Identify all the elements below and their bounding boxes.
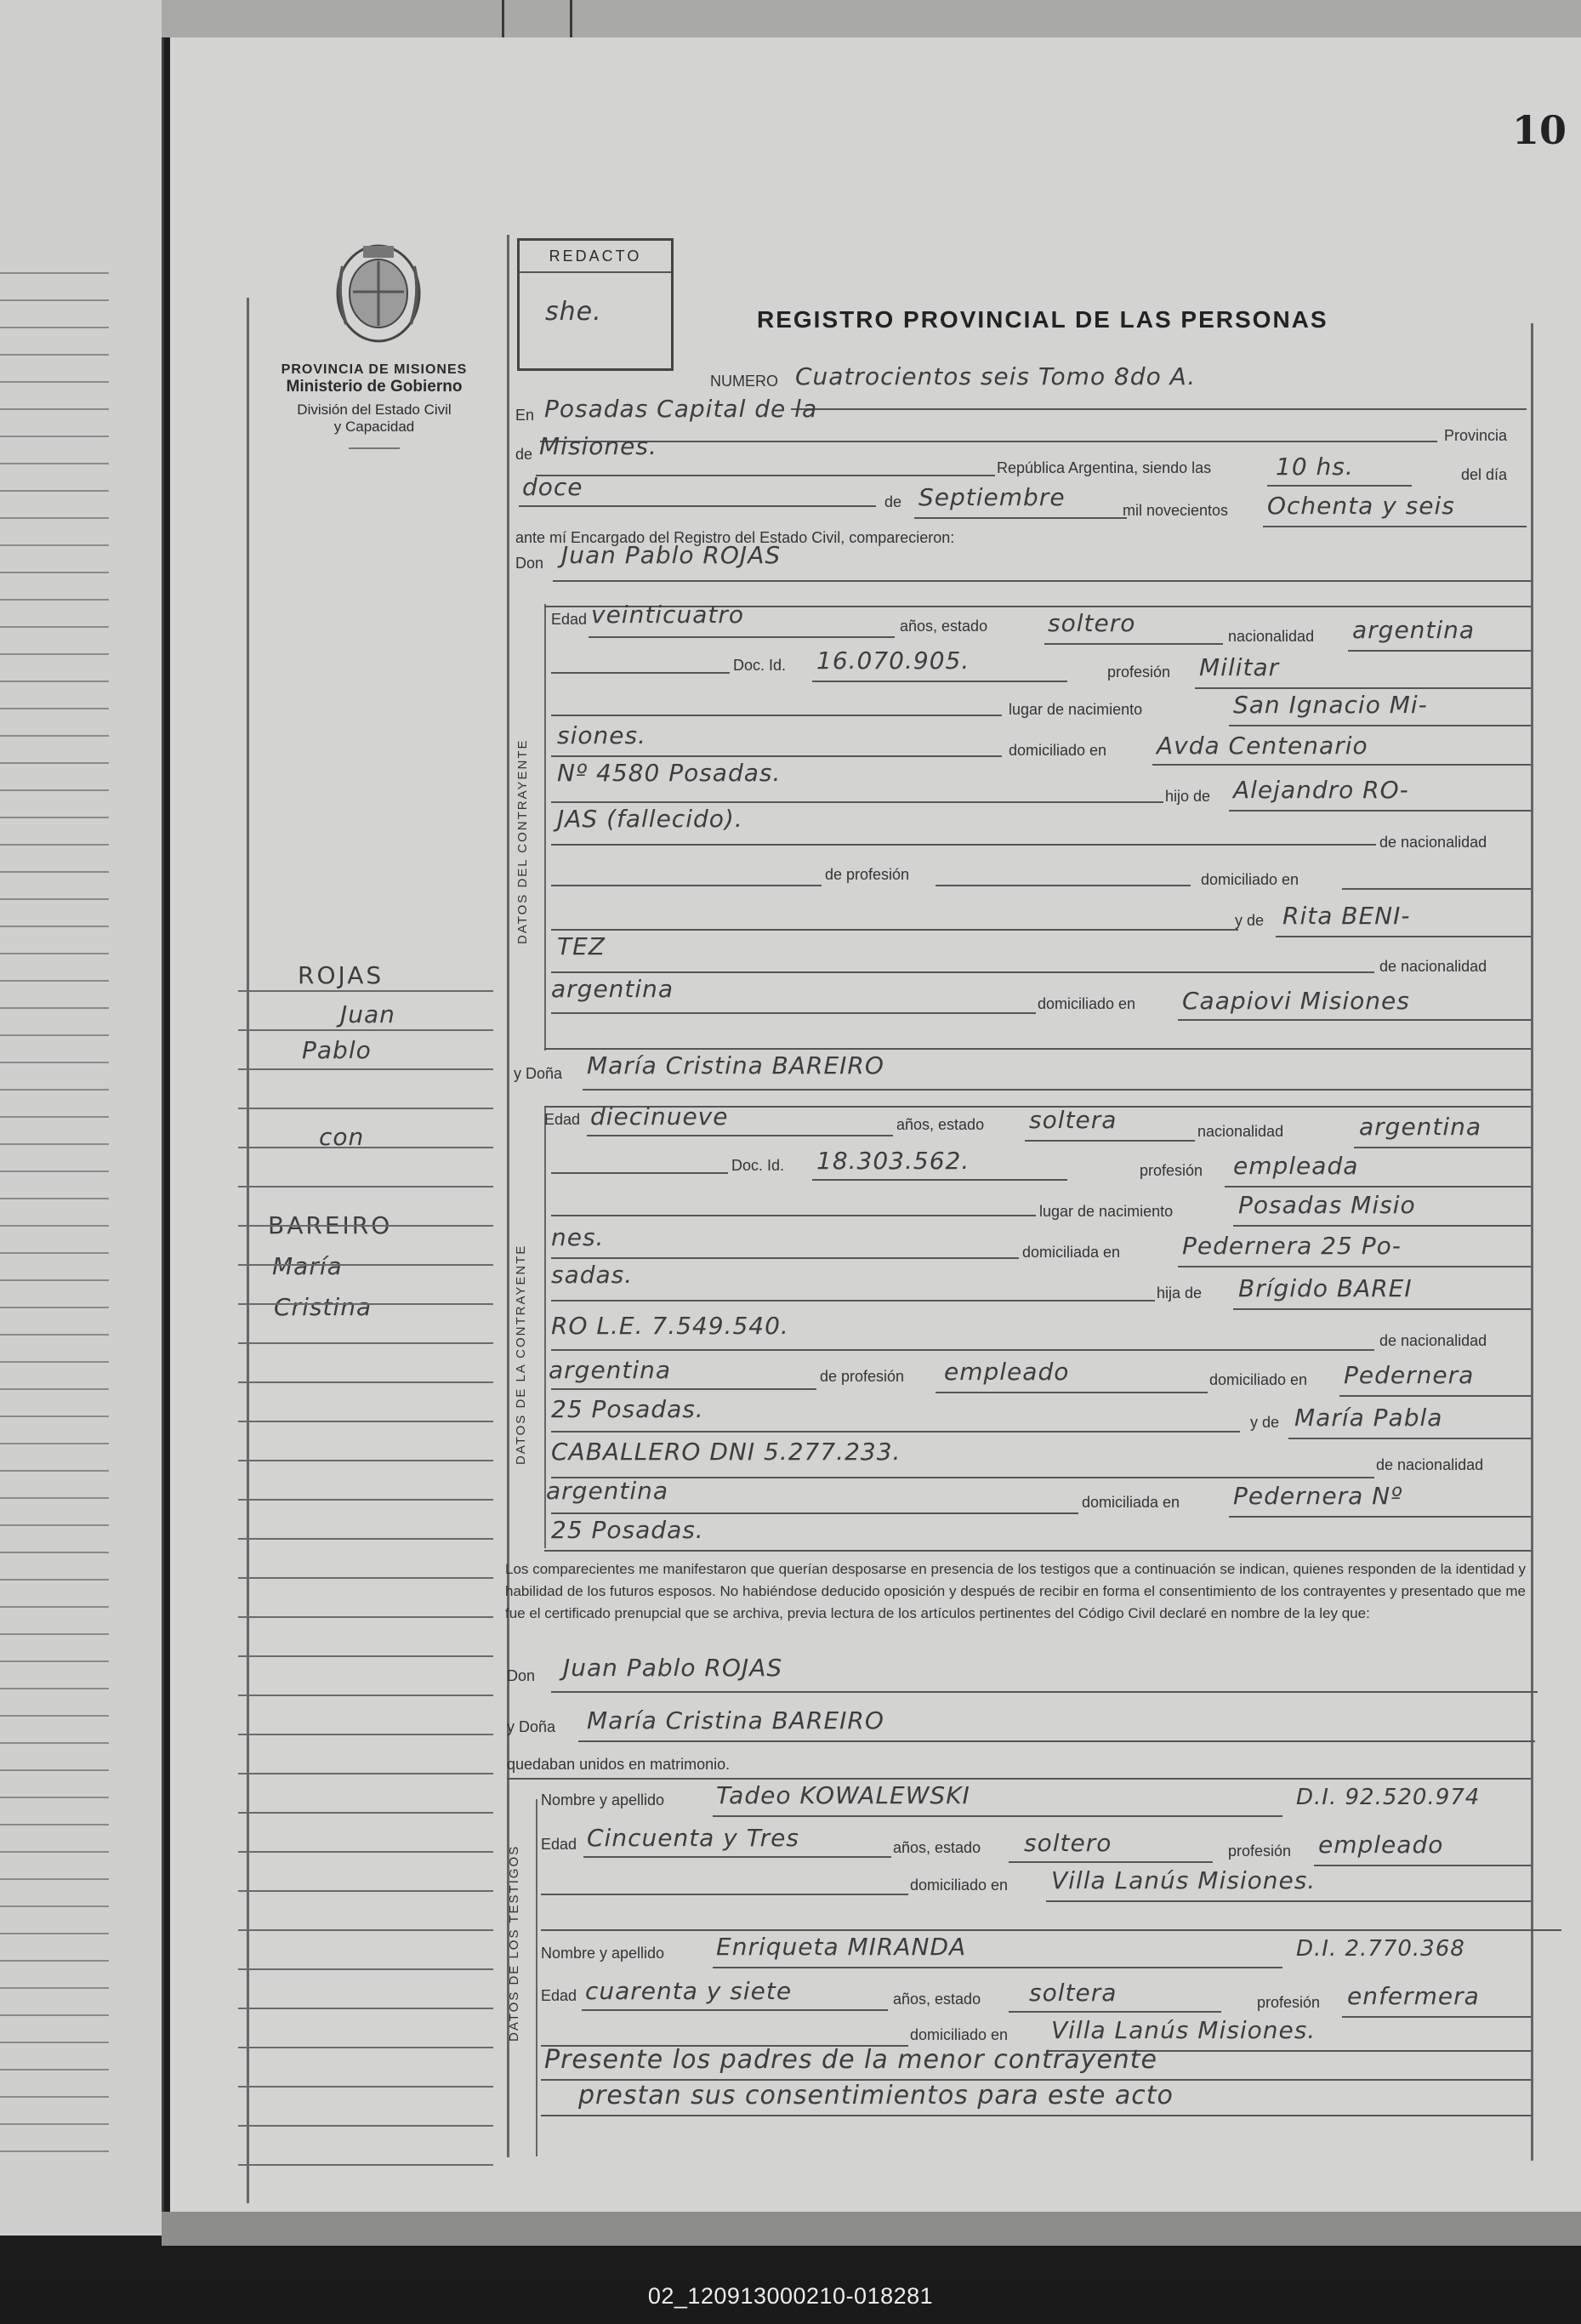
declaracion-text: Los comparecientes me manifestaron que querían desposarse en presencia de los testigos que a continuación se indican, quienes responden de la identidad y habilidad de los futuros esposos. No habiéndose deducido oposición y después de recibir en forma el consentimiento de los contrayentes y presentado que me fue el certificado prenupcial que se archiva, previa lectura de los artículos pertinentes del Código Civil declaré en nombre de la ley que: <box>505 1561 1526 1621</box>
m-lugar-cont: nes. <box>551 1223 605 1251</box>
margin-rule <box>238 990 493 992</box>
t1-dom-label: domiciliado en <box>910 1877 1009 1894</box>
m-padre-profesion: empleado <box>944 1358 1070 1386</box>
t2-nombre: Enriqueta MIRANDA <box>716 1933 967 1961</box>
m-profesion-value: empleada <box>1233 1152 1359 1180</box>
c-domiciliado-en-2: domiciliado en <box>1038 995 1136 1012</box>
t2-nombre-label: Nombre y apellido <box>541 1945 665 1962</box>
margin-apellido-2: BAREIRO <box>268 1211 393 1239</box>
c-padre-cont: JAS (fallecido). <box>557 805 743 833</box>
left-page-rule <box>0 1388 109 1390</box>
margin-rule <box>238 1851 493 1853</box>
m-anios-label: años, estado <box>896 1116 985 1133</box>
left-page-rule <box>0 1361 109 1363</box>
m-de-nacionalidad-2: de nacionalidad <box>1376 1456 1484 1473</box>
union-quedaban: quedaban unidos en matrimonio. <box>507 1756 731 1773</box>
margin-rule <box>238 1460 493 1461</box>
image-id-caption: 02_120913000210-018281 <box>647 2283 934 2309</box>
left-page-rule <box>0 2014 109 2016</box>
left-page-rule <box>0 708 109 709</box>
left-page-rule <box>0 2096 109 2098</box>
left-page-rule <box>0 1769 109 1771</box>
left-page-rule <box>0 681 109 682</box>
m-domiciliado-en: domiciliado en <box>1209 1371 1308 1388</box>
margin-rule <box>238 1812 493 1814</box>
left-page-rule <box>0 926 109 927</box>
margin-apellido-1: ROJAS <box>298 961 384 989</box>
margin-rule <box>238 1186 493 1188</box>
margin-rule <box>238 1890 493 1892</box>
margin-rule <box>238 1108 493 1109</box>
t1-doc: D.I. 92.520.974 <box>1296 1785 1481 1810</box>
m-estado-value: soltera <box>1029 1106 1118 1134</box>
union-dona-label: y Doña <box>507 1718 556 1735</box>
m-padre-cont: RO L.E. 7.549.540. <box>551 1312 789 1340</box>
margin-rule <box>238 1068 493 1070</box>
margin-rule <box>238 1381 493 1383</box>
c-profesion-label: profesión <box>1107 664 1171 681</box>
t1-domicilio: Villa Lanús Misiones. <box>1051 1866 1317 1894</box>
left-page-rule <box>0 1307 109 1308</box>
c-madre-nacionalidad: argentina <box>551 975 674 1003</box>
novecientos-label: mil novecientos <box>1123 502 1229 519</box>
numero-label: NUMERO <box>710 373 778 390</box>
t1-edad: Cincuenta y Tres <box>587 1824 799 1852</box>
redacto-label: REDACTO <box>520 241 671 273</box>
office-division: División del Estado Civil <box>297 402 452 418</box>
m-padre-nacionalidad: argentina <box>549 1356 672 1384</box>
c-nacionalidad-value: argentina <box>1352 616 1476 644</box>
left-page-rule <box>0 327 109 328</box>
left-page-rule <box>0 1606 109 1608</box>
left-page-rule <box>0 408 109 410</box>
left-page-rule <box>0 1334 109 1336</box>
de-value: Misiones. <box>539 432 657 460</box>
left-page-rule <box>0 272 109 274</box>
de2-label: de <box>884 493 902 510</box>
left-page-rule <box>0 1552 109 1553</box>
c-lugar-value: San Ignacio Mi- <box>1233 691 1428 719</box>
left-page-rule <box>0 463 109 464</box>
en-label: En <box>515 407 535 424</box>
left-page-rule <box>0 789 109 791</box>
c-lugar-cont: siones. <box>557 721 646 749</box>
left-page-rule <box>0 1524 109 1526</box>
margin-nombre-1b: Pablo <box>302 1036 372 1064</box>
left-page-rule <box>0 1688 109 1689</box>
m-profesion-label: profesión <box>1140 1162 1203 1179</box>
m-lugar-value: Posadas Misio <box>1238 1191 1416 1219</box>
left-page-rule <box>0 1443 109 1444</box>
form-title: REGISTRO PROVINCIAL DE LAS PERSONAS <box>757 306 1328 333</box>
numero-value: Cuatrocientos seis Tomo 8do A. <box>795 362 1197 390</box>
left-page-rule <box>0 1715 109 1717</box>
left-page-rule <box>0 490 109 492</box>
c-edad-label: Edad <box>551 611 588 628</box>
m-madre-domicilio: Pedernera Nº <box>1233 1482 1403 1510</box>
t1-prof-label: profesión <box>1228 1843 1292 1860</box>
left-page-rule <box>0 517 109 519</box>
margin-rule <box>238 1968 493 1970</box>
left-page-rule <box>0 762 109 764</box>
margin-rule <box>238 2047 493 2048</box>
section-testigos-label: DATOS DE LOS TESTIGOS <box>507 1844 521 2042</box>
m-padre-value: Brígido BAREI <box>1238 1274 1413 1302</box>
page-number: 10 <box>1512 107 1567 153</box>
section-contrayente-label: DATOS DEL CONTRAYENTE <box>515 738 530 944</box>
c-de-nacionalidad-2: de nacionalidad <box>1379 958 1487 975</box>
left-page-rule <box>0 2150 109 2152</box>
m-madre-domicilio-cont: 25 Posadas. <box>551 1516 704 1544</box>
don-label: Don <box>515 555 544 572</box>
republica-label: República Argentina, siendo las <box>997 459 1212 476</box>
left-page-rule <box>0 1905 109 1907</box>
c-de-profesion: de profesión <box>825 866 910 883</box>
left-page-rule <box>0 953 109 954</box>
m-lugar-label: lugar de nacimiento <box>1039 1203 1174 1220</box>
margin-rule <box>238 1225 493 1227</box>
t2-edad: cuarenta y siete <box>585 1977 793 2005</box>
hora-value: 10 hs. <box>1276 453 1354 481</box>
union-don-label: Don <box>507 1667 536 1684</box>
t2-doc: D.I. 2.770.368 <box>1296 1936 1465 1962</box>
m-madre-value: María Pabla <box>1294 1404 1443 1432</box>
c-padre-value: Alejandro RO- <box>1233 776 1409 804</box>
margin-rule <box>238 2164 493 2166</box>
margin-nombre-2b: Cristina <box>274 1293 373 1321</box>
margin-rule <box>238 1695 493 1696</box>
c-madre-cont: TEZ <box>557 932 606 960</box>
t1-estado: soltero <box>1024 1829 1112 1857</box>
left-page-rule <box>0 1878 109 1880</box>
coat-of-arms-seal <box>327 241 429 351</box>
ante-mi-text: ante mí Encargado del Registro del Estado Civil, comparecieron: <box>515 529 955 546</box>
margin-rule <box>238 2086 493 2088</box>
left-page-rule <box>0 817 109 818</box>
left-page-rule <box>0 1960 109 1962</box>
left-page-rule <box>0 2069 109 2071</box>
left-page-rule <box>0 1579 109 1581</box>
margin-nombre-2a: María <box>272 1252 343 1280</box>
left-page-rule <box>0 1987 109 1989</box>
c-hijo-label: hijo de <box>1165 788 1211 805</box>
office-block <box>255 362 493 449</box>
margin-rule <box>238 1773 493 1774</box>
left-page-rule <box>0 1851 109 1853</box>
union-don-value: Juan Pablo ROJAS <box>563 1654 783 1682</box>
m-madre-cont: CABALLERO DNI 5.277.233. <box>551 1438 901 1466</box>
left-page-rule <box>0 2123 109 2125</box>
m-domicilio-label: domiciliada en <box>1022 1244 1121 1261</box>
left-page-rule <box>0 1660 109 1662</box>
m-doc-value: 18.303.562. <box>816 1147 970 1175</box>
c-profesion-value: Militar <box>1199 653 1280 681</box>
t2-domicilio: Villa Lanús Misiones. <box>1051 2016 1317 2044</box>
t1-anios: años, estado <box>893 1839 981 1856</box>
t1-nombre-label: Nombre y apellido <box>541 1791 665 1809</box>
m-nacionalidad-value: argentina <box>1359 1113 1482 1141</box>
dona-label: y Doña <box>514 1065 563 1082</box>
left-page-rule <box>0 1933 109 1934</box>
margin-rule <box>238 1734 493 1735</box>
m-domicilio-cont: sadas. <box>551 1261 634 1289</box>
anio-value: Ochenta y seis <box>1267 492 1455 520</box>
c-doc-label: Doc. Id. <box>733 657 787 674</box>
left-page-rule <box>0 1171 109 1172</box>
left-page-rule <box>0 1279 109 1281</box>
c-doc-value: 16.070.905. <box>816 647 970 675</box>
t2-dom-label: domiciliado en <box>910 2026 1009 2043</box>
left-page-rule <box>0 1633 109 1635</box>
c-de-nacionalidad: de nacionalidad <box>1379 834 1487 851</box>
c-nacionalidad-label: nacionalidad <box>1228 628 1315 645</box>
m-doc-label: Doc. Id. <box>731 1157 785 1174</box>
t2-profesion: enfermera <box>1347 1982 1480 2010</box>
office-ministry: Ministerio de Gobierno <box>286 378 463 396</box>
margin-rule <box>238 1929 493 1931</box>
left-page-rule <box>0 1089 109 1091</box>
office-capacity: y Capacidad <box>333 419 415 435</box>
margin-rule <box>238 1616 493 1618</box>
left-page-rule <box>0 653 109 655</box>
margin-nombre-1a: Juan <box>340 1000 395 1028</box>
left-book-page <box>0 0 164 2236</box>
left-page-rule <box>0 599 109 601</box>
c-y-de-label: y de <box>1235 912 1265 929</box>
en-value: Posadas Capital de la <box>544 395 818 423</box>
page-bottom-edge <box>162 2212 1581 2246</box>
margin-rule <box>238 1499 493 1501</box>
m-de-nacionalidad: de nacionalidad <box>1379 1332 1487 1349</box>
left-page-rule <box>0 381 109 383</box>
left-page-rule <box>0 354 109 356</box>
left-page-rule <box>0 871 109 873</box>
c-madre-domicilio: Caapiovi Misiones <box>1182 987 1410 1015</box>
left-page-rule <box>0 572 109 573</box>
left-page-rule <box>0 1225 109 1227</box>
nota-line-1: Presente los padres de la menor contrayente <box>544 2045 1158 2075</box>
left-page-rule <box>0 1470 109 1472</box>
c-edad-value: veinticuatro <box>591 601 744 629</box>
c-domicilio-label: domiciliado en <box>1009 742 1107 759</box>
m-domicilio-value: Pedernera 25 Po- <box>1182 1232 1402 1260</box>
left-page-rule <box>0 436 109 437</box>
don-value: Juan Pablo ROJAS <box>561 541 782 569</box>
left-page-rule <box>0 2042 109 2043</box>
left-page-rule <box>0 735 109 737</box>
left-page-rule <box>0 1742 109 1744</box>
t2-prof-label: profesión <box>1257 1994 1321 2011</box>
left-page-rule <box>0 544 109 546</box>
union-dona-value: María Cristina BAREIRO <box>587 1706 884 1734</box>
left-page-rule <box>0 1415 109 1417</box>
margin-rule <box>238 1655 493 1657</box>
margin-rule <box>238 2008 493 2009</box>
m-edad-label: Edad <box>544 1111 581 1128</box>
t1-edad-label: Edad <box>541 1836 577 1853</box>
t1-profesion: empleado <box>1318 1831 1444 1859</box>
left-page-rule <box>0 1007 109 1009</box>
m-domiciliada-en: domiciliada en <box>1082 1494 1180 1511</box>
c-lugar-label: lugar de nacimiento <box>1009 701 1143 718</box>
redacto-box <box>517 238 674 371</box>
c-anios-label: años, estado <box>900 618 988 635</box>
left-page-rule <box>0 898 109 900</box>
de-label: de <box>515 446 533 463</box>
left-page-rule <box>0 1062 109 1063</box>
t2-estado: soltera <box>1029 1979 1118 2007</box>
left-page-rule <box>0 1252 109 1254</box>
t2-anios: años, estado <box>893 1991 981 2008</box>
t1-nombre: Tadeo KOWALEWSKI <box>716 1781 970 1809</box>
t2-edad-label: Edad <box>541 1987 577 2004</box>
margin-rule <box>238 1147 493 1148</box>
c-domicilio-cont: Nº 4580 Posadas. <box>557 759 782 787</box>
m-nacionalidad-label: nacionalidad <box>1197 1123 1284 1140</box>
m-madre-nacionalidad: argentina <box>546 1477 669 1505</box>
c-estado-value: soltero <box>1048 609 1136 637</box>
left-page-rule <box>0 1116 109 1118</box>
dona-value: María Cristina BAREIRO <box>587 1051 884 1079</box>
left-page-rule <box>0 1824 109 1826</box>
nota-line-2: prestan sus consentimientos para este acto <box>578 2081 1174 2110</box>
left-page-rule <box>0 1143 109 1145</box>
redacto-value: she. <box>545 297 602 327</box>
dia-value: doce <box>522 473 583 501</box>
m-padre-domicilio-cont: 25 Posadas. <box>551 1395 704 1423</box>
del-dia-label: del día <box>1461 466 1508 483</box>
office-province: PROVINCIA DE MISIONES <box>281 362 468 377</box>
c-domiciliado-en: domiciliado en <box>1201 871 1299 888</box>
m-hija-label: hija de <box>1157 1284 1203 1302</box>
left-page-rule <box>0 1198 109 1199</box>
margin-rule <box>238 1264 493 1266</box>
margin-rule <box>238 1303 493 1305</box>
m-de-profesion: de profesión <box>820 1368 905 1385</box>
margin-rule <box>238 1577 493 1579</box>
margin-rule <box>238 1342 493 1344</box>
m-y-de-label: y de <box>1250 1414 1280 1431</box>
margin-rule <box>238 1538 493 1540</box>
left-page-rule <box>0 1797 109 1798</box>
left-page-rule <box>0 844 109 846</box>
margin-rule <box>238 2125 493 2127</box>
left-page-rule <box>0 1497 109 1499</box>
provincia-label: Provincia <box>1444 427 1508 444</box>
margin-rule <box>238 1421 493 1422</box>
left-page-rule <box>0 299 109 301</box>
m-edad-value: diecinueve <box>590 1102 729 1131</box>
margin-rule <box>238 1029 493 1031</box>
margin-con: con <box>319 1123 365 1151</box>
m-padre-domicilio: Pedernera <box>1344 1361 1475 1389</box>
mes-value: Septiembre <box>918 483 1066 511</box>
left-page-rule <box>0 980 109 982</box>
top-page-edge <box>162 0 1581 37</box>
left-page-rule <box>0 1034 109 1036</box>
c-domicilio-value: Avda Centenario <box>1157 732 1368 760</box>
c-madre-value: Rita BENI- <box>1282 902 1411 930</box>
section-contrayente-mujer-label: DATOS DE LA CONTRAYENTE <box>514 1244 528 1465</box>
left-page-rule <box>0 626 109 628</box>
